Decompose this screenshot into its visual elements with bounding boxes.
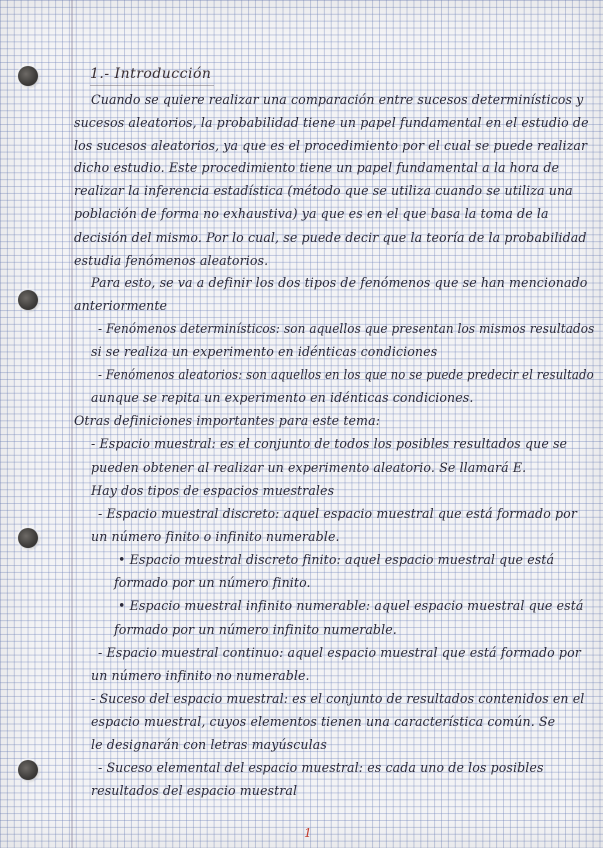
text-line: espacio muestral, cuyos elementos tienen una característica común. Se: [91, 714, 556, 729]
punch-hole: [18, 760, 38, 780]
bullet-item: • Espacio muestral infinito numerable: aquel espacio muestral que está: [118, 598, 584, 613]
text-line: los sucesos aleatorios, ya que es el procedimiento por el cual se puede realizar: [74, 138, 588, 153]
punch-hole: [18, 290, 38, 310]
text-line: resultados del espacio muestral: [91, 783, 298, 798]
list-item: - Espacio muestral discreto: aquel espacio muestral que está formado por: [98, 506, 577, 521]
text-line: si se realiza un experimento en idénticas condiciones: [91, 344, 438, 359]
text-line: pueden obtener al realizar un experimento aleatorio. Se llamará E.: [91, 460, 527, 475]
text-line: realizar la inferencia estadística (método que se utiliza cuando se utiliza una: [74, 183, 573, 198]
list-item: - Fenómenos determinísticos: son aquellos que presentan los mismos resultados: [98, 321, 595, 336]
text-line: estudia fenómenos aleatorios.: [74, 253, 269, 268]
list-item: - Suceso del espacio muestral: es el conjunto de resultados contenidos en el: [91, 691, 585, 706]
text-line: sucesos aleatorios, la probabilidad tiene un papel fundamental en el estudio de: [74, 115, 589, 130]
text-line: aunque se repita un experimento en idénticas condiciones.: [91, 390, 474, 405]
punch-hole: [18, 528, 38, 548]
text-line: un número finito o infinito numerable.: [91, 529, 340, 544]
text-line: le designarán con letras mayúsculas: [91, 737, 327, 752]
text-line: un número infinito no numerable.: [91, 668, 310, 683]
text-line: Hay dos tipos de espacios muestrales: [91, 483, 335, 498]
title-underline: [90, 85, 214, 86]
list-item: - Fenómenos aleatorios: son aquellos en los que no se puede predecir el resultado: [98, 367, 594, 382]
text-line: dicho estudio. Este procedimiento tiene un papel fundamental a la hora de: [74, 160, 560, 175]
text-line: formado por un número finito.: [114, 575, 311, 590]
list-item: - Espacio muestral: es el conjunto de todos los posibles resultados que se: [91, 436, 568, 451]
list-item: - Suceso elemental del espacio muestral: es cada uno de los posibles: [98, 760, 544, 775]
text-line: decisión del mismo. Por lo cual, se puede decir que la teoría de la probabilidad: [74, 230, 587, 245]
list-item: - Espacio muestral continuo: aquel espacio muestral que está formado por: [98, 645, 581, 660]
text-line: Para esto, se va a definir los dos tipos de fenómenos que se han mencionado: [91, 275, 588, 290]
section-title: 1.- Introducción: [90, 66, 212, 82]
bullet-item: • Espacio muestral discreto finito: aquel espacio muestral que está: [118, 552, 555, 567]
text-line: Cuando se quiere realizar una comparación entre sucesos determinísticos y: [91, 92, 584, 107]
punch-hole: [18, 66, 38, 86]
text-line: población de forma no exhaustiva) ya que es en el que basa la toma de la: [74, 206, 549, 221]
text-line: formado por un número infinito numerable.: [114, 622, 397, 637]
text-line: anteriormente: [74, 298, 168, 313]
text-line: Otras definiciones importantes para este tema:: [74, 413, 381, 428]
margin-line: [71, 0, 73, 848]
page-number: 1: [304, 826, 312, 840]
